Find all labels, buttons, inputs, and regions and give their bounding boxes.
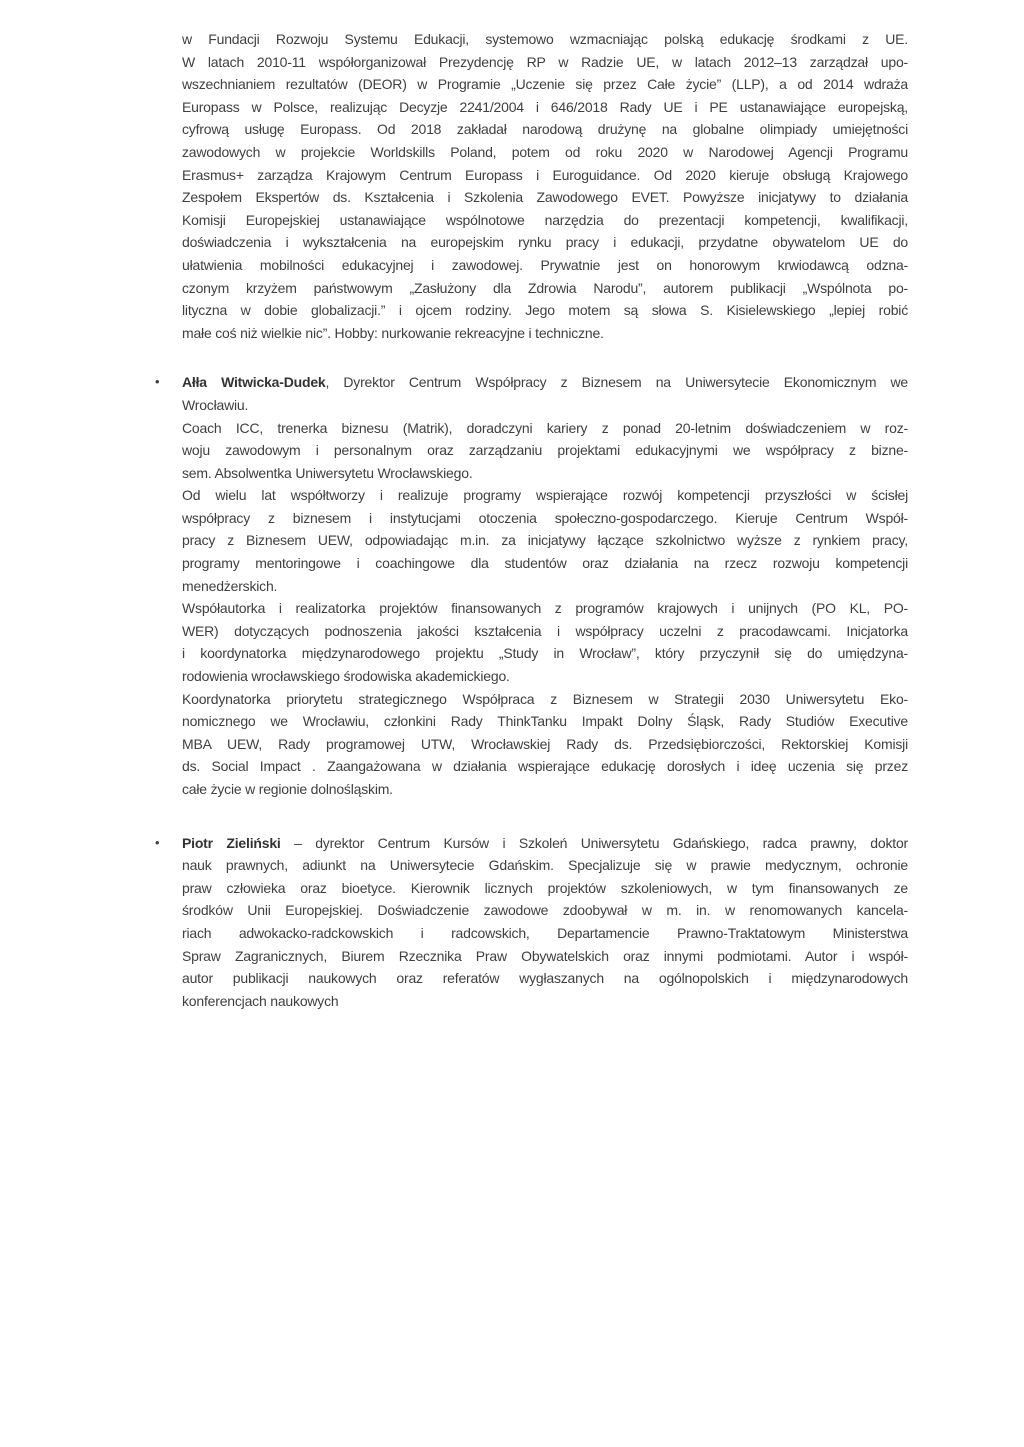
text-line: Wrocławiu. xyxy=(182,396,249,413)
text-line: Od wielu lat współtworzy i realizuje programy wspierające rozwój kompetencji przyszłości w ścisłej xyxy=(182,487,908,504)
person-name: Piotr Zieliński xyxy=(182,834,281,851)
text-line: autor publikacji naukowych oraz referatów wygłaszanych na ogólnopolskich i międzynarodowych xyxy=(182,970,908,987)
bio-item-alla-witwicka-dudek xyxy=(155,371,908,800)
text-line: Coach ICC, trenerka biznesu (Matrik), doradczyni kariery z ponad 20-letnim doświadczeniem w roz- xyxy=(182,419,908,436)
text-line: nauk prawnych, adiunkt na Uniwersytecie Gdańskim. Specjalizuje się w prawie medycznym, ochronie xyxy=(182,857,908,874)
text-line: riach adwokacko-radckowskich i radcowskich, Departamencie Prawno-Traktatowym Ministerstwa xyxy=(182,924,908,941)
text-line: Współautorka i realizatorka projektów finansowanych z programów krajowych i unijnych (PO KL, PO- xyxy=(182,600,908,617)
text-run: , Dyrektor Centrum Współpracy z Biznesem na Uniwersytecie Ekonomicznym we xyxy=(325,374,908,391)
text-line: W latach 2010-11 współorganizował Prezydencję RP w Radzie UE, w latach 2012–13 zarządzał upo- xyxy=(182,53,908,70)
text-line: menedżerskich. xyxy=(182,577,278,594)
text-line: lityczna w dobie globalizacji.” i ojcem rodziny. Jego motem są słowa S. Kisielewskiego „lepiej robić xyxy=(182,302,908,319)
text-line: pracy z Biznesem UEW, odpowiadając m.in. za inicjatywy łączące szkolnictwo wyższe z rynkiem pracy, xyxy=(182,532,908,549)
text-line: ułatwienia mobilności edukacyjnej i zawodowej. Prywatnie jest on honorowym krwiodawcą odzna- xyxy=(182,256,908,273)
text-line: w Fundacji Rozwoju Systemu Edukacji, systemowo wzmacniając polską edukację środkami z UE. xyxy=(182,31,908,47)
bio-item-piotr-zielinski xyxy=(155,832,908,1013)
text-line: ds. Social Impact . Zaangażowana w działania wspierające edukację dorosłych i ideę uczenia się przez xyxy=(182,758,908,775)
text-line: małe coś niż wielkie nic”. Hobby: nurkowanie rekreacyjne i techniczne. xyxy=(182,324,604,341)
text-line: wszechnianiem rezultatów (DEOR) w Programie „Uczenie się przez Całe życie” (LLP), a od 2014 wdraża xyxy=(182,76,908,93)
text-line: zawodowych w projekcie Worldskills Poland, potem od roku 2020 w Narodowej Agencji Programu xyxy=(182,143,908,160)
text-line: WER) dotyczących podnoszenia jakości kształcenia i współpracy uczelni z pracodawcami. Inicjatorka xyxy=(182,622,908,639)
intro-paragraph xyxy=(182,28,908,344)
text-line: Spraw Zagranicznych, Biurem Rzecznika Praw Obywatelskich oraz innymi podmiotami. Autor i współ- xyxy=(182,947,908,964)
bullet-icon: • xyxy=(155,374,160,390)
text-line xyxy=(182,832,908,855)
document-body xyxy=(155,28,908,1012)
text-run: – dyrektor Centrum Kursów i Szkoleń Uniwersytetu Gdańskiego, radca prawny, doktor xyxy=(280,834,908,851)
person-name: Ałła Witwicka-Dudek xyxy=(182,374,326,391)
text-line: rodowienia wrocławskiego środowiska akademickiego. xyxy=(182,668,510,685)
text-line: woju zawodowym i personalnym oraz zarządzaniu projektami edukacyjnymi we współpracy z bizne- xyxy=(182,442,908,459)
text-line: Komisji Europejskiej ustanawiające wspólnotowe narzędzia do prezentacji kompetencji, kwalifikacji, xyxy=(182,211,908,228)
text-line: całe życie w regionie dolnośląskim. xyxy=(182,781,393,797)
text-line: Zespołem Ekspertów ds. Kształcenia i Szkolenia Zawodowego EVET. Powyższe inicjatywy to działania xyxy=(182,189,908,206)
text-line: cyfrową usługę Europass. Od 2018 zakładał narodową drużynę na globalne olimpiady umiejętności xyxy=(182,121,908,138)
text-line: Koordynatorka priorytetu strategicznego Współpraca z Biznesem w Strategii 2030 Uniwersytetu Eko- xyxy=(182,690,908,707)
text-line: współpracy z biznesem i instytucjami otoczenia społeczno-gospodarczego. Kieruje Centrum Współ- xyxy=(182,509,908,526)
text-line: Europass w Polsce, realizując Decyzje 2241/2004 i 646/2018 Rady UE i PE ustanawiające europejską, xyxy=(182,98,908,115)
text-line: nomicznego we Wrocławiu, członkini Rady ThinkTanku Impakt Dolny Śląsk, Rady Studiów Executive xyxy=(182,713,908,730)
bullet-icon: • xyxy=(155,834,160,850)
text-line: środków Unii Europejskiej. Doświadczenie zawodowe zdoobywał w m. in. w renomowanych kancela- xyxy=(182,902,908,919)
text-line: czonym krzyżem państwowym „Zasłużony dla Zdrowia Narodu”, autorem publikacji „Wspólnota po- xyxy=(182,279,908,296)
text-line: Erasmus+ zarządza Krajowym Centrum Europass i Euroguidance. Od 2020 kieruje obsługą Krajowego xyxy=(182,166,908,183)
text-line: programy mentoringowe i coachingowe dla studentów oraz działania na rzecz rozwoju kompetencji xyxy=(182,555,908,572)
text-line: konferencjach naukowych xyxy=(182,992,339,1009)
text-line: i koordynatorka międzynarodowego projektu „Study in Wrocław”, który przyczynił się do umiędzyna- xyxy=(182,645,908,662)
text-line: doświadczenia i wykształcenia na europejskim rynku pracy i edukacji, przydatne obywatelom UE do xyxy=(182,234,908,251)
text-line: MBA UEW, Rady programowej UTW, Wrocławskiej Rady ds. Przedsiębiorczości, Rektorskiej Komisji xyxy=(182,735,908,752)
text-line xyxy=(182,371,908,394)
text-line: praw człowieka oraz bioetyce. Kierownik licznych projektów szkoleniowych, w tym finansowanych ze xyxy=(182,879,908,896)
text-line: sem. Absolwentka Uniwersytetu Wrocławskiego. xyxy=(182,464,473,481)
